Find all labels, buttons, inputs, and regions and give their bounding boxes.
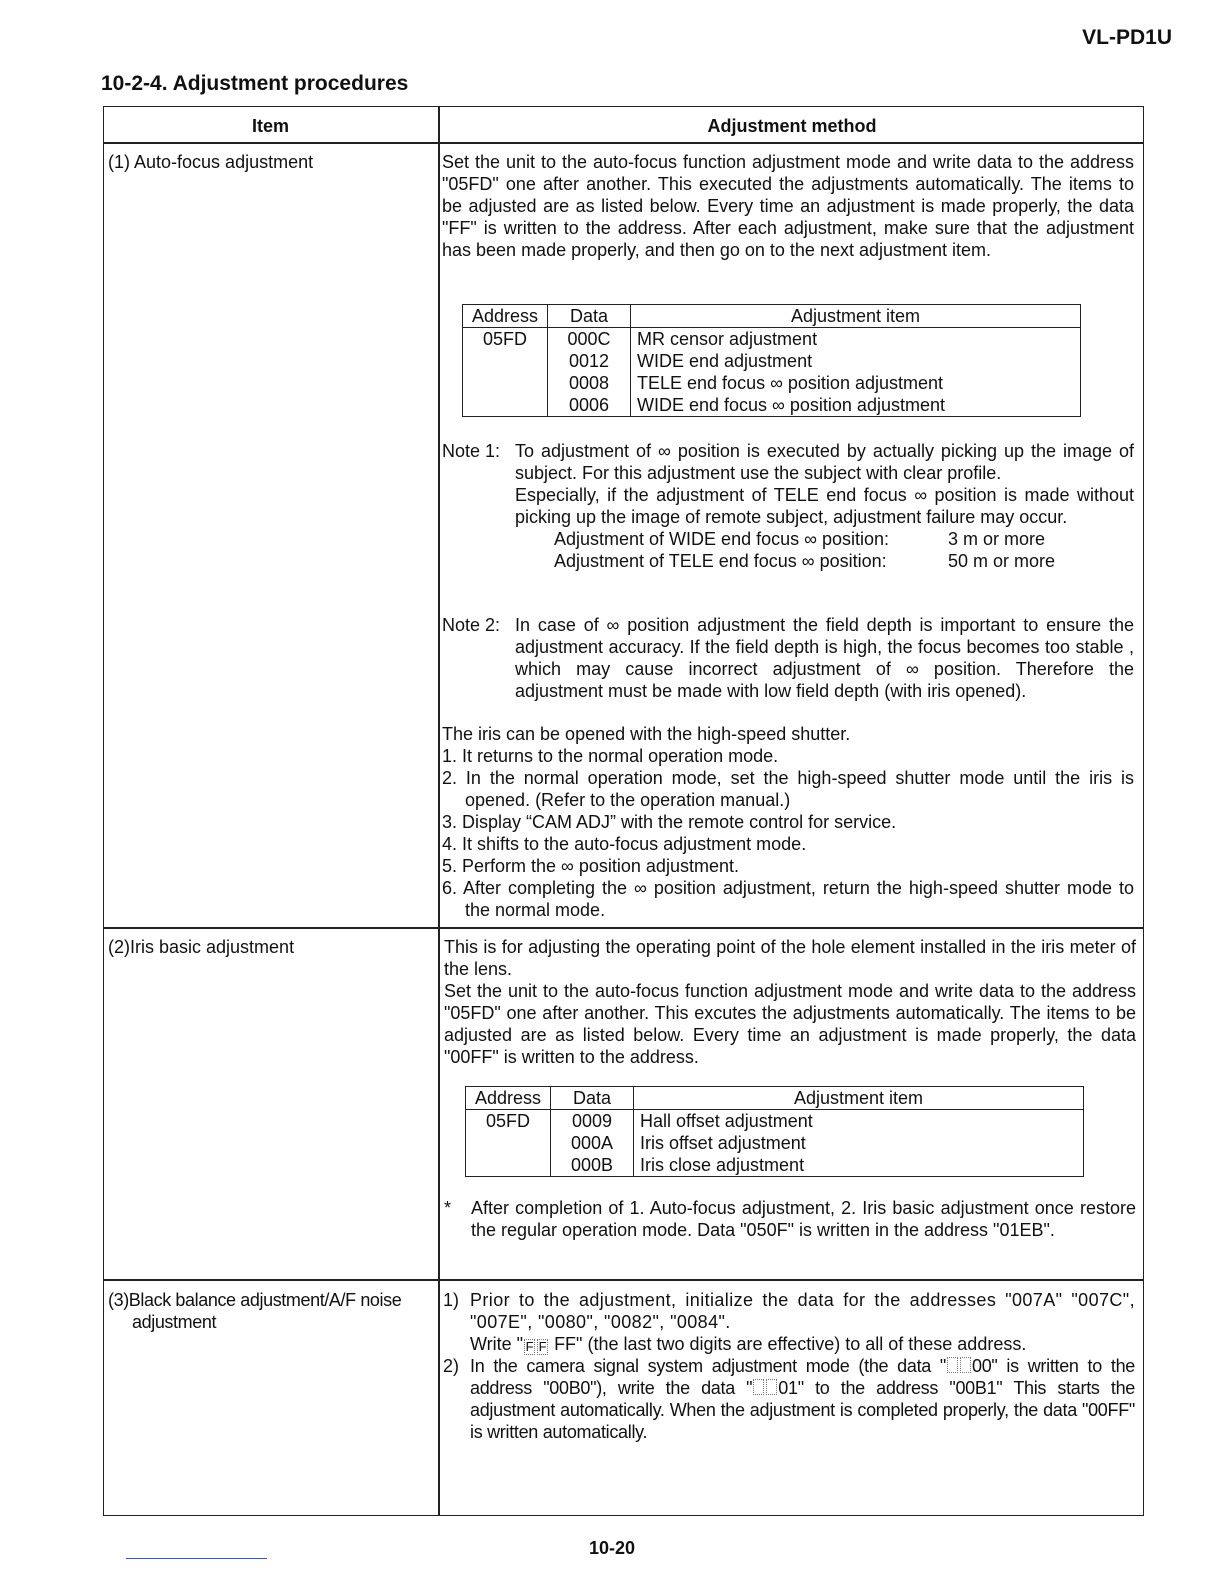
step-item: 5. Perform the ∞ position adjustment. <box>442 856 739 876</box>
column-header-item: Item <box>251 116 289 136</box>
data-cell: 0006 <box>548 394 631 417</box>
row2-star-note <box>444 1197 1136 1241</box>
scan-mark <box>126 1558 267 1559</box>
row3-item: (3)Black balance adjustment/A/F noise adjustment <box>108 1290 402 1332</box>
col-address: Address <box>466 1087 551 1110</box>
section-title: 10-2-4. Adjustment procedures <box>101 72 409 95</box>
row2-intro2: Set the unit to the auto-focus function adjustment mode and write data to the address "05FD" one after another. This excutes the adjustments automatically. The items to be adjusted are as listed below. Every time an adjustment is made properly, the data "00FF" is written to the address. <box>444 981 1136 1067</box>
step1-number: 1) <box>443 1290 460 1310</box>
item-cell: Hall offset adjustment <box>634 1110 1084 1133</box>
row1-item: (1) Auto-focus adjustment <box>108 152 314 172</box>
item-cell: WIDE end adjustment <box>631 350 1081 372</box>
row1-intro: Set the unit to the auto-focus function adjustment mode and write data to the address "05FD" one after another. This executed the adjustments automatically. The items to be adjusted are as listed below. Every time an adjustment is made properly, the data "FF" is written to the address. After each adjustment, make sure that the adjustment has been made properly, and then go on to the next adjustment item. <box>442 152 1134 260</box>
note2-label: Note 2: <box>442 615 501 635</box>
note1-label: Note 1: <box>442 441 501 461</box>
data-cell: 000C <box>548 328 631 351</box>
address-cell: 05FD <box>466 1110 551 1133</box>
row-divider <box>103 927 1144 929</box>
data-cell: 000A <box>551 1132 634 1154</box>
item-cell: WIDE end focus ∞ position adjustment <box>631 394 1081 417</box>
address-cell: 05FD <box>463 328 548 351</box>
step2-text: In the camera signal system adjustment mode (the data " 00" is written to the address "00B0"), write the data " 01" to the address "00B1" This starts the adjustment automatically. When the adjustment is completed properly, the data "00FF" is written automatically. <box>470 1356 1136 1442</box>
row1-note1 <box>442 440 1134 572</box>
placeholder-box: F <box>538 1339 547 1354</box>
col-address: Address <box>463 305 548 328</box>
step1-write: Write " F F FF" (the last two digits are effective) to all of these address. <box>470 1334 1027 1354</box>
column-divider <box>438 106 440 1516</box>
step-item: 2. In the normal operation mode, set the high-speed shutter mode until the iris is opened. (Refer to the operation manual.) <box>442 768 1134 810</box>
note1-distance-wide: Adjustment of WIDE end focus ∞ position: 3 m or more <box>554 529 1046 549</box>
step-item: 3. Display “CAM ADJ” with the remote control for service. <box>442 812 897 832</box>
star-note-text: After completion of 1. Auto-focus adjustment, 2. Iris basic adjustment once restore the regular operation mode. Data "050F" is written in the address "01EB". <box>471 1198 1136 1240</box>
iris-intro: The iris can be opened with the high-speed shutter. <box>442 724 851 744</box>
header-divider <box>103 142 1144 144</box>
row2-intro <box>444 936 1136 1068</box>
step-item: 6. After completing the ∞ position adjustment, return the high-speed shutter mode to the normal mode. <box>442 878 1134 920</box>
row2-data-table <box>465 1086 1084 1177</box>
row2-intro1: This is for adjusting the operating point of the hole element installed in the iris meter of the lens. <box>444 937 1136 979</box>
row-divider <box>103 1279 1144 1281</box>
data-cell: 0009 <box>551 1110 634 1133</box>
placeholder-box <box>960 1357 971 1373</box>
placeholder-box <box>753 1379 764 1395</box>
step2-number: 2) <box>443 1356 460 1376</box>
col-adjustment-item: Adjustment item <box>634 1087 1084 1110</box>
data-cell: 0008 <box>548 372 631 394</box>
note1-text2: Especially, if the adjustment of TELE end focus ∞ position is made without picking up the image of remote subject, adjustment failure may occur. <box>515 485 1134 527</box>
data-cell: 000B <box>551 1154 634 1177</box>
row2-item: (2)Iris basic adjustment <box>108 937 295 957</box>
item-cell: MR censor adjustment <box>631 328 1081 351</box>
note1-text: To adjustment of ∞ position is executed by actually picking up the image of subject. For this adjustment use the subject with clear profile. <box>515 441 1134 483</box>
note1-distance-tele: Adjustment of TELE end focus ∞ position: 50 m or more <box>554 551 1056 571</box>
placeholder-box: F <box>525 1339 534 1354</box>
item-cell: Iris offset adjustment <box>634 1132 1084 1154</box>
col-adjustment-item: Adjustment item <box>631 305 1081 328</box>
step-item: 4. It shifts to the auto-focus adjustment mode. <box>442 834 807 854</box>
star-marker: * <box>444 1198 452 1218</box>
column-header-method: Adjustment method <box>707 116 877 136</box>
col-data: Data <box>548 305 631 328</box>
item-cell: Iris close adjustment <box>634 1154 1084 1177</box>
step1-text: Prior to the adjustment, initialize the data for the addresses "007A" "007C", "007E", "0080", "0082", "0084". <box>470 1290 1135 1332</box>
row1-data-table <box>462 304 1081 417</box>
page-number: 10-20 <box>588 1538 636 1558</box>
placeholder-box <box>947 1357 958 1373</box>
placeholder-box <box>766 1379 777 1395</box>
col-data: Data <box>551 1087 634 1110</box>
model-number: VL-PD1U <box>1082 26 1172 49</box>
step-item: 1. It returns to the normal operation mode. <box>442 746 779 766</box>
row3-steps <box>443 1289 1135 1443</box>
data-cell: 0012 <box>548 350 631 372</box>
item-cell: TELE end focus ∞ position adjustment <box>631 372 1081 394</box>
row1-iris-steps <box>442 723 1134 921</box>
note2-text: In case of ∞ position adjustment the field depth is important to ensure the adjustment accuracy. If the field depth is high, the focus becomes too stable , which may cause incorrect adjustment of ∞ position. Therefore the adjustment must be made with low field depth (with iris opened). <box>515 615 1134 701</box>
row1-note2 <box>442 614 1134 702</box>
